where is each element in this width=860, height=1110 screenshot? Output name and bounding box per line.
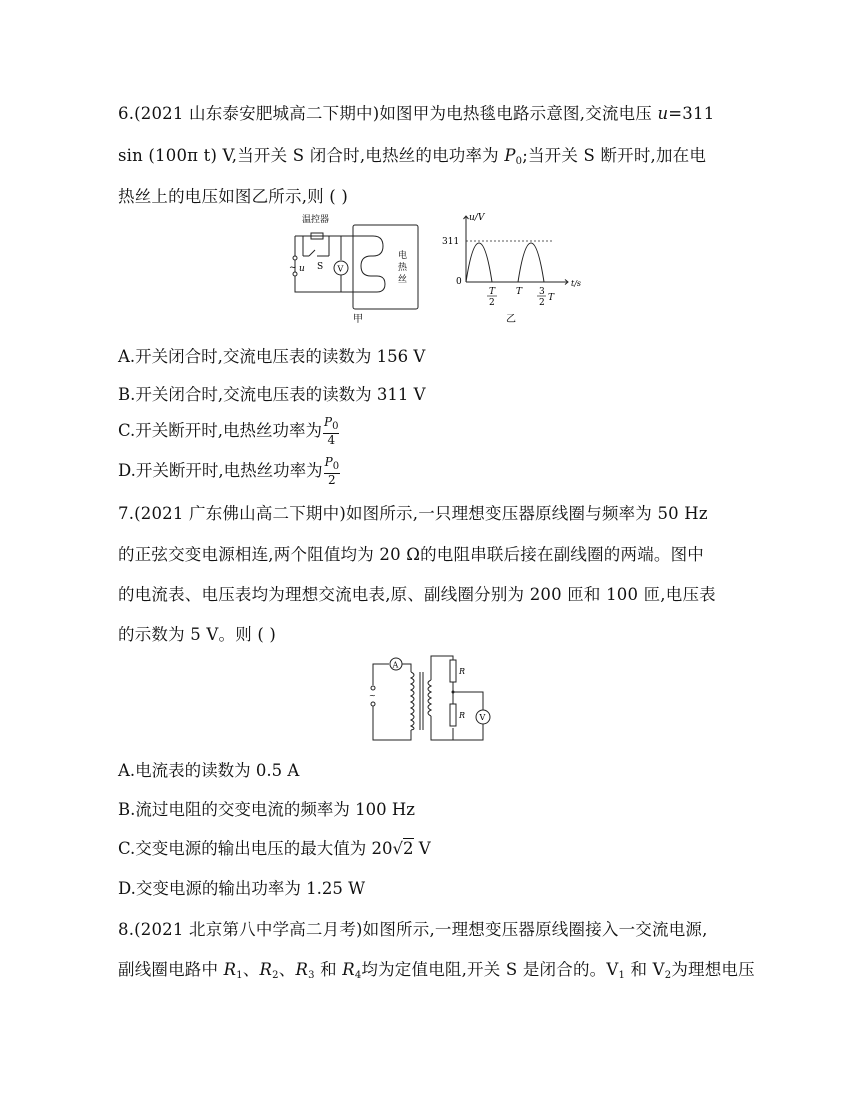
figure-jia-caption: 甲	[353, 314, 363, 325]
q8-text: 和	[314, 960, 343, 979]
origin-label: 0	[456, 277, 462, 287]
q7-option-a[interactable]	[118, 757, 299, 781]
voltmeter-label: V	[479, 713, 486, 722]
figure-yi-caption: 乙	[506, 314, 516, 325]
q8-text: 为理想电压	[671, 960, 755, 979]
var-R3: R	[295, 960, 309, 979]
option-text: D.开关断开时,电热丝功率为	[118, 461, 323, 480]
option-text: C.开关断开时,电热丝功率为	[118, 421, 323, 440]
fraction-P0-2	[324, 456, 340, 487]
q8-text: 和 V	[625, 960, 665, 979]
var-R4: R	[342, 960, 355, 979]
option-text: C.交变电源的输出电压的最大值为 20	[118, 839, 393, 858]
frac-den: 2	[328, 473, 336, 487]
thermostat-label: 温控器	[302, 215, 330, 225]
q6-text: 6.(2021 山东泰安肥城高二下期中)如图甲为电热毯电路示意图,交流电压	[118, 104, 658, 123]
q6-text: =311	[668, 104, 715, 123]
q7-line-3	[118, 581, 716, 605]
x-tick-T-half-den: 2	[489, 298, 495, 308]
option-text: B.流过电阻的交变电流的频率为 100 Hz	[118, 800, 415, 819]
ac-source-tilde: ~	[369, 691, 376, 700]
frac-num-sub: 0	[332, 461, 340, 472]
q6-line-1	[118, 100, 714, 124]
q8-line-2	[118, 956, 755, 981]
option-text: B.开关闭合时,交流电压表的读数为 311 V	[118, 385, 426, 404]
q7-line-4	[118, 621, 276, 645]
radicand: 2	[403, 839, 414, 858]
var-V2-sub: 2	[664, 970, 672, 981]
q7-text: 的正弦交变电源相连,两个阻值均为 20 Ω的电阻串联后接在副线圈的两端。图中	[118, 545, 705, 564]
q7-text: 的电流表、电压表均为理想交流电表,原、副线圈分别为 200 匝和 100 匝,电压表	[118, 585, 716, 604]
x-tick-T-half-num: T	[489, 287, 496, 297]
var-R1-sub: 1	[236, 970, 243, 981]
q7-option-d[interactable]	[118, 875, 365, 899]
switch-label: S	[317, 262, 324, 272]
var-u: u	[657, 104, 669, 123]
q7-option-b[interactable]	[118, 796, 415, 820]
q6-option-a[interactable]	[118, 343, 425, 367]
q6-text: ;当开关 S 断开时,加在电	[522, 146, 707, 165]
x-tick-3-2-num: 3	[539, 287, 545, 297]
figure-jia-circuit	[285, 210, 435, 325]
x-tick-T: T	[516, 287, 523, 297]
sqrt-symbol: √	[392, 839, 404, 858]
voltmeter-label: V	[337, 264, 344, 274]
resistor-1-label: R	[459, 667, 466, 676]
separator: 、	[278, 960, 296, 979]
q8-line-1	[118, 916, 708, 940]
heater-label-3: 丝	[398, 275, 408, 285]
frac-den: 4	[327, 433, 336, 447]
source-u-label: u	[299, 264, 305, 274]
q7-line-2	[118, 541, 704, 565]
option-text: A.开关闭合时,交流电压表的读数为 156 V	[118, 347, 426, 366]
var-V1-sub: 1	[618, 970, 626, 981]
q6-text: sin (100π t) V,当开关 S 闭合时,电热丝的电功率为	[118, 146, 505, 165]
var-R2: R	[259, 960, 273, 979]
x-axis-label: t/s	[571, 279, 582, 288]
q6-text: 热丝上的电压如图乙所示,则 ( )	[118, 187, 349, 206]
figure-transformer-circuit	[365, 650, 505, 745]
q7-text: 的示数为 5 V。则 ( )	[118, 625, 277, 644]
heater-label-2: 热	[398, 263, 408, 273]
q8-text: 副线圈电路中	[118, 960, 224, 979]
x-tick-3-2-den: 2	[539, 298, 545, 308]
var-R4-sub: 4	[354, 970, 362, 981]
x-tick-3-2-T: T	[548, 293, 555, 303]
frac-num: P	[324, 455, 333, 469]
q7-line-1	[118, 500, 708, 524]
y-tick-311: 311	[442, 237, 460, 247]
var-R2-sub: 2	[272, 970, 279, 981]
fraction-P0-4	[323, 416, 339, 447]
heater-label-1: 电	[398, 251, 408, 261]
q7-option-c[interactable]	[118, 835, 431, 859]
q6-option-c[interactable]	[118, 416, 339, 447]
q6-line-3	[118, 183, 348, 207]
y-axis-label: u/V	[469, 213, 485, 223]
var-R1: R	[223, 960, 237, 979]
q6-line-2	[118, 142, 706, 167]
separator: 、	[242, 960, 260, 979]
resistor-2-label: R	[459, 711, 466, 720]
var-R3-sub: 3	[308, 970, 315, 981]
option-text: D.交变电源的输出功率为 1.25 W	[118, 879, 366, 898]
frac-num-sub: 0	[332, 421, 339, 432]
frac-num: P	[324, 415, 333, 429]
q6-option-b[interactable]	[118, 381, 426, 405]
var-P0: P	[504, 146, 516, 165]
option-text: A.电流表的读数为 0.5 A	[118, 761, 300, 780]
figure-yi-waveform	[440, 210, 590, 325]
option-text: V	[413, 839, 431, 858]
ammeter-label: A	[392, 660, 399, 670]
q8-text: 均为定值电阻,开关 S 是闭合的。V	[361, 960, 619, 979]
var-P0-sub: 0	[515, 156, 523, 167]
q7-text: 7.(2021 广东佛山高二下期中)如图所示,一只理想变压器原线圈与频率为 50 Hz	[118, 504, 708, 523]
q6-option-d[interactable]	[118, 456, 340, 487]
q8-text: 8.(2021 北京第八中学高二月考)如图所示,一理想变压器原线圈接入一交流电源,	[118, 920, 708, 939]
ac-source-tilde: ~	[289, 263, 297, 273]
